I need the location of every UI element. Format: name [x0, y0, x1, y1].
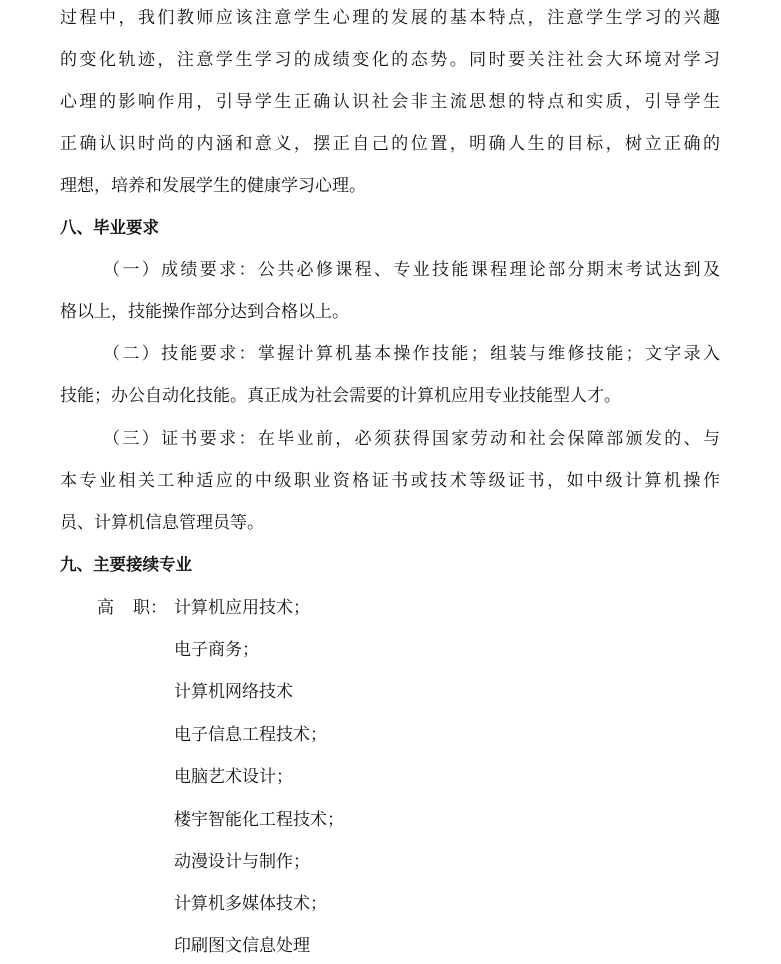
- list-item: 计算机网络技术: [174, 682, 293, 702]
- paragraph-line: 心理的影响作用，引导学生正确认识社会非主流思想的特点和实质，引导学生: [60, 92, 720, 112]
- section-heading: 九、主要接续专业: [60, 555, 192, 574]
- list-item: 电子商务；: [174, 640, 259, 660]
- list-item: 电子信息工程技术；: [174, 725, 327, 745]
- list-item: 计算机应用技术；: [174, 598, 310, 618]
- paragraph-line: 理想，培养和发展学生的健康学习心理。: [60, 176, 366, 196]
- paragraph-line: （二）技能要求：掌握计算机基本操作技能；组装与维修技能；文字录入: [103, 344, 720, 364]
- label-char: 高: [97, 598, 114, 618]
- paragraph-line: 的变化轨迹，注意学生学习的成绩变化的态势。同时要关注社会大环境对学习: [60, 50, 720, 70]
- section-heading: 八、毕业要求: [60, 218, 159, 237]
- paragraph-line: 正确认识时尚的内涵和意义，摆正自己的位置，明确人生的目标，树立正确的: [60, 134, 720, 154]
- list-item: 印刷图文信息处理: [174, 936, 310, 956]
- paragraph-line: 技能；办公自动化技能。真正成为社会需要的计算机应用专业技能型人才。: [60, 386, 621, 406]
- paragraph-line: 格以上，技能操作部分达到合格以上。: [60, 302, 349, 322]
- paragraph-line: 员、计算机信息管理员等。: [60, 513, 264, 533]
- paragraph-line: 过程中，我们教师应该注意学生心理的发展的基本特点，注意学生学习的兴趣: [60, 8, 720, 28]
- list-item: 动漫设计与制作；: [174, 852, 310, 872]
- list-item: 计算机多媒体技术；: [174, 894, 327, 914]
- label-char: 职：: [133, 598, 167, 618]
- list-item: 电脑艺术设计；: [174, 767, 293, 787]
- paragraph-line: （三）证书要求：在毕业前，必须获得国家劳动和社会保障部颁发的、与: [103, 429, 720, 449]
- paragraph-line: （一）成绩要求：公共必修课程、专业技能课程理论部分期末考试达到及: [103, 260, 720, 280]
- list-item: 楼宇智能化工程技术；: [174, 810, 344, 830]
- paragraph-line: 本专业相关工种适应的中级职业资格证书或技术等级证书，如中级计算机操作: [60, 471, 720, 491]
- major-level-label: [97, 596, 167, 620]
